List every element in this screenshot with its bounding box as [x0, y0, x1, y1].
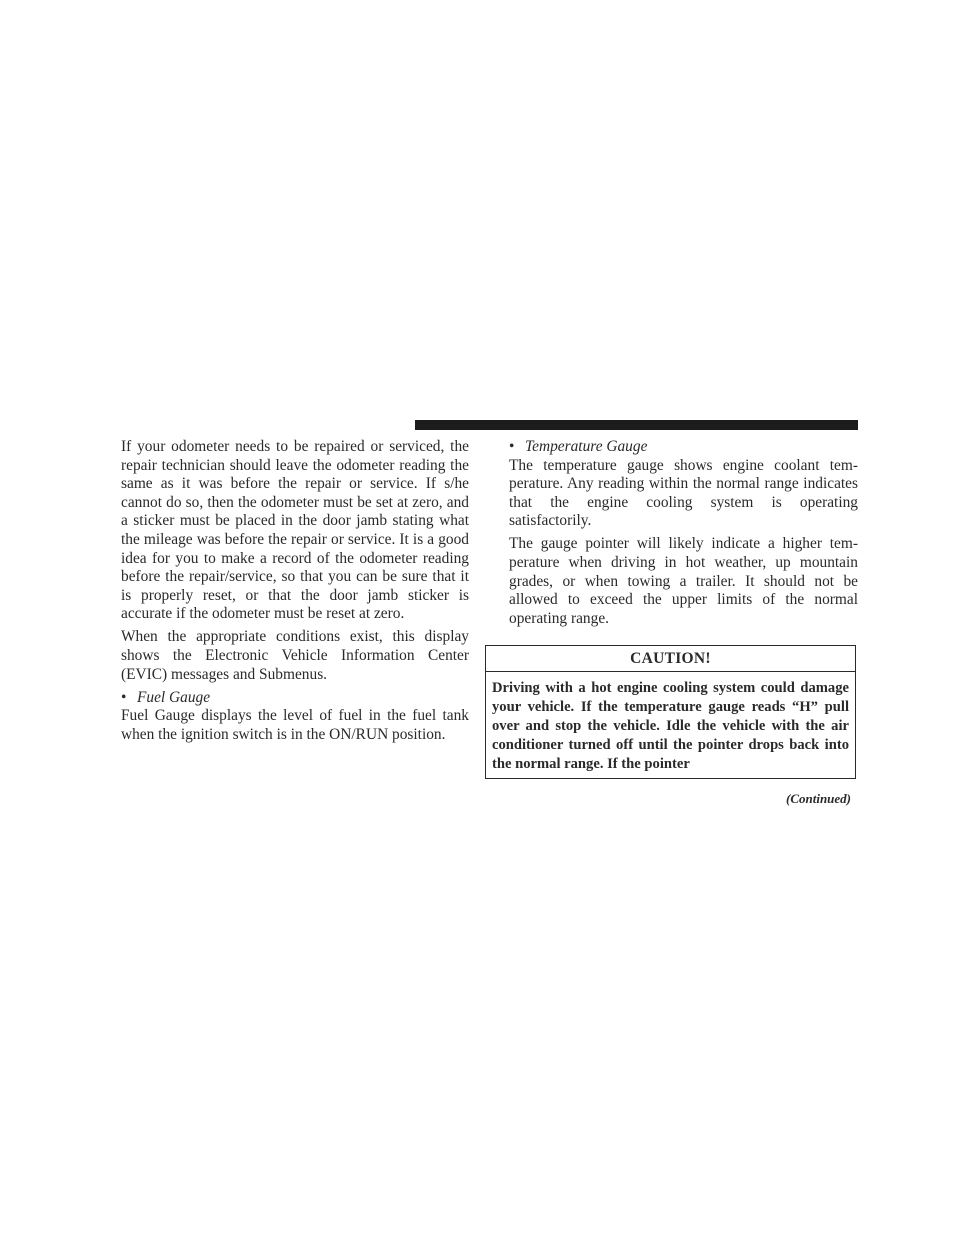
caution-text: Driving with a hot engine cooling system could damage your vehicle. If the temperature gauge reads “H” pull over and stop the vehicle. Idle the vehicle with the air conditioner turned off until the pointer drops back into the normal range. If the pointer [492, 680, 849, 772]
left-column [121, 438, 469, 749]
caution-box [485, 645, 856, 779]
bullet-icon: • [121, 688, 127, 706]
temperature-gauge-heading-label: Temperature Gauge [525, 438, 648, 455]
temperature-gauge-paragraph: The temperature gauge shows engine coolant temperature. Any reading within the normal range indicates that the engine cooling system is operating satisfactorily. [509, 456, 858, 530]
right-column [509, 438, 858, 633]
continued-label: (Continued) [785, 791, 851, 806]
fuel-gauge-paragraph: Fuel Gauge displays the level of fuel in the fuel tank when the ignition switch is in the ON/RUN position. [121, 707, 469, 743]
section-header-bar [415, 420, 858, 430]
fuel-gauge-heading [121, 689, 469, 708]
odometer-repair-paragraph: If your odometer needs to be repaired or serviced, the repair technician should leave the odometer reading the same as it was before the repair or service. If s/he cannot do so, then the odometer must be set at zero, and a sticker must be placed in the door jamb stating what the mileage was before the repair or service. It is a good idea for you to make a record of the odometer reading before the repair/service, so that you can be sure that it is properly reset, or that the door jamb sticker is accurate if the odometer must be reset at zero. [121, 438, 469, 623]
evic-display-paragraph: When the appropriate conditions exist, this display shows the Electronic Vehicle Information Center (EVIC) messages and Submenus. [121, 628, 469, 683]
bullet-icon: • [509, 438, 515, 455]
caution-title: CAUTION! [486, 646, 855, 672]
fuel-gauge-heading-label: Fuel Gauge [137, 688, 211, 706]
temperature-gauge-heading [509, 438, 858, 457]
gauge-pointer-paragraph: The gauge pointer will likely indicate a higher temperature when driving in hot weather, up mountain grades, or when towing a trailer. It should not be allowed to exceed the upper limits of the normal operating range. [509, 535, 858, 627]
